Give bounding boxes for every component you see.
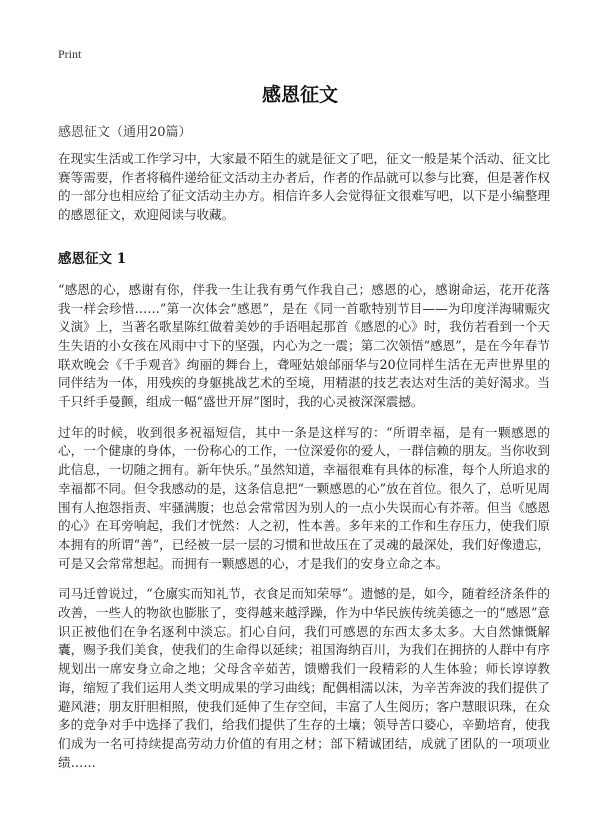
article-body <box>58 150 550 784</box>
page-title: 感恩征文 <box>261 84 338 106</box>
intro-paragraph: 在现实生活或工作学习中，大家最不陌生的就是征文了吧，征文一般是某个活动、征文比赛等需要，作者将稿件递给征文活动主办者后，作者的作品就可以参与比赛，但是著作权的一部分也相应给了征文活动主办方。相信许多人会觉得征文很难写吧，以下是小编整理的感恩征文，欢迎阅读与收藏。 <box>58 151 550 223</box>
section-heading: 感恩征文 1 <box>58 250 127 267</box>
body-paragraph-1: “感恩的心，感谢有你，伴我一生让我有勇气作我自己；感恩的心，感谢命运，花开花落我一样会珍惜……”第一次体会“感恩”，是在《同一首歌特别节目——为印度洋海啸赈灾义演》上，当著名歌星陈红做着美妙的手语唱起那首《感恩的心》时，我仿若看到一个天生失语的小女孩在风雨中寸下的坚强，内心为之一震；第二次领悟“感恩”，是在今年春节联欢晚会《千手观音》绚丽的舞台上，聋哑姑娘邰丽华与20位同样生活在无声世界里的同伴结为一体，用残疾的身躯挑战艺术的至境，用精湛的技艺表达对生活的美好渴求。当千只纤手曼颤，组成一幅“盛世开屏”图时，我的心灵被深深震撼。 <box>58 281 550 410</box>
body-paragraph-3: 司马迁曾说过，“仓廪实而知礼节，衣食足而知荣辱”。遗憾的是，如今，随着经济条件的改善，一些人的物欲也膨胀了，变得越来越浮躁，作为中华民族传统美德之一的“感恩”意识正被他们在争名逐利中淡忘。扪心自问，我们可感恩的东西太多太多。大自然慷慨解囊，赐予我们美食，使我们的生命得以延续；祖国海纳百川，为我们在拥挤的人群中有序规划出一席安身立命之地；父母含辛茹苦，馈赠我们一段精彩的人生体验；师长谆谆教诲，缩短了我们运用人类文明成果的学习曲线；配偶相濡以沫，为辛苦奔波的我们提供了避风港；朋友肝胆相照，使我们延伸了生存空间，丰富了人生阅历；客户慧眼识珠，在众多的竞争对手中选择了我们，给我们提供了生存的土壤；领导苦口婆心，辛勤培育，使我们成为一名可持续提高劳动力价值的有用之材；部下精诚团结，成就了团队的一项项业绩…… <box>58 586 550 770</box>
document-subtitle: 感恩征文（通用20篇） <box>58 125 192 140</box>
print-link[interactable]: Print <box>58 47 82 61</box>
body-paragraph-2: 过年的时候，收到很多祝福短信，其中一条是这样写的：“所谓幸福，是有一颗感恩的心，一个健康的身体，一份称心的工作，一位深爱你的爱人，一群信赖的朋友。当你收到此信息，一切随之拥有。新年快乐。”虽然知道，幸福很难有具体的标准，每个人所追求的幸福都不同。但令我感动的是，这条信息把“一颗感恩的心”放在首位。很久了，总听见周围有人抱怨指责、牢骚满腹；也总会常常因为别人的一点小失误而心有芥蒂。但当《感恩的心》在耳旁响起，我们才恍然：人之初，性本善。多年来的工作和生存压力，使我们原本拥有的所谓“善”，已经被一层一层的习惯和世故压在了灵魂的最深处，我们好像遗忘，可是又会常常想起。而拥有一颗感恩的心，才是我们的安身立命之本。 <box>58 424 550 571</box>
